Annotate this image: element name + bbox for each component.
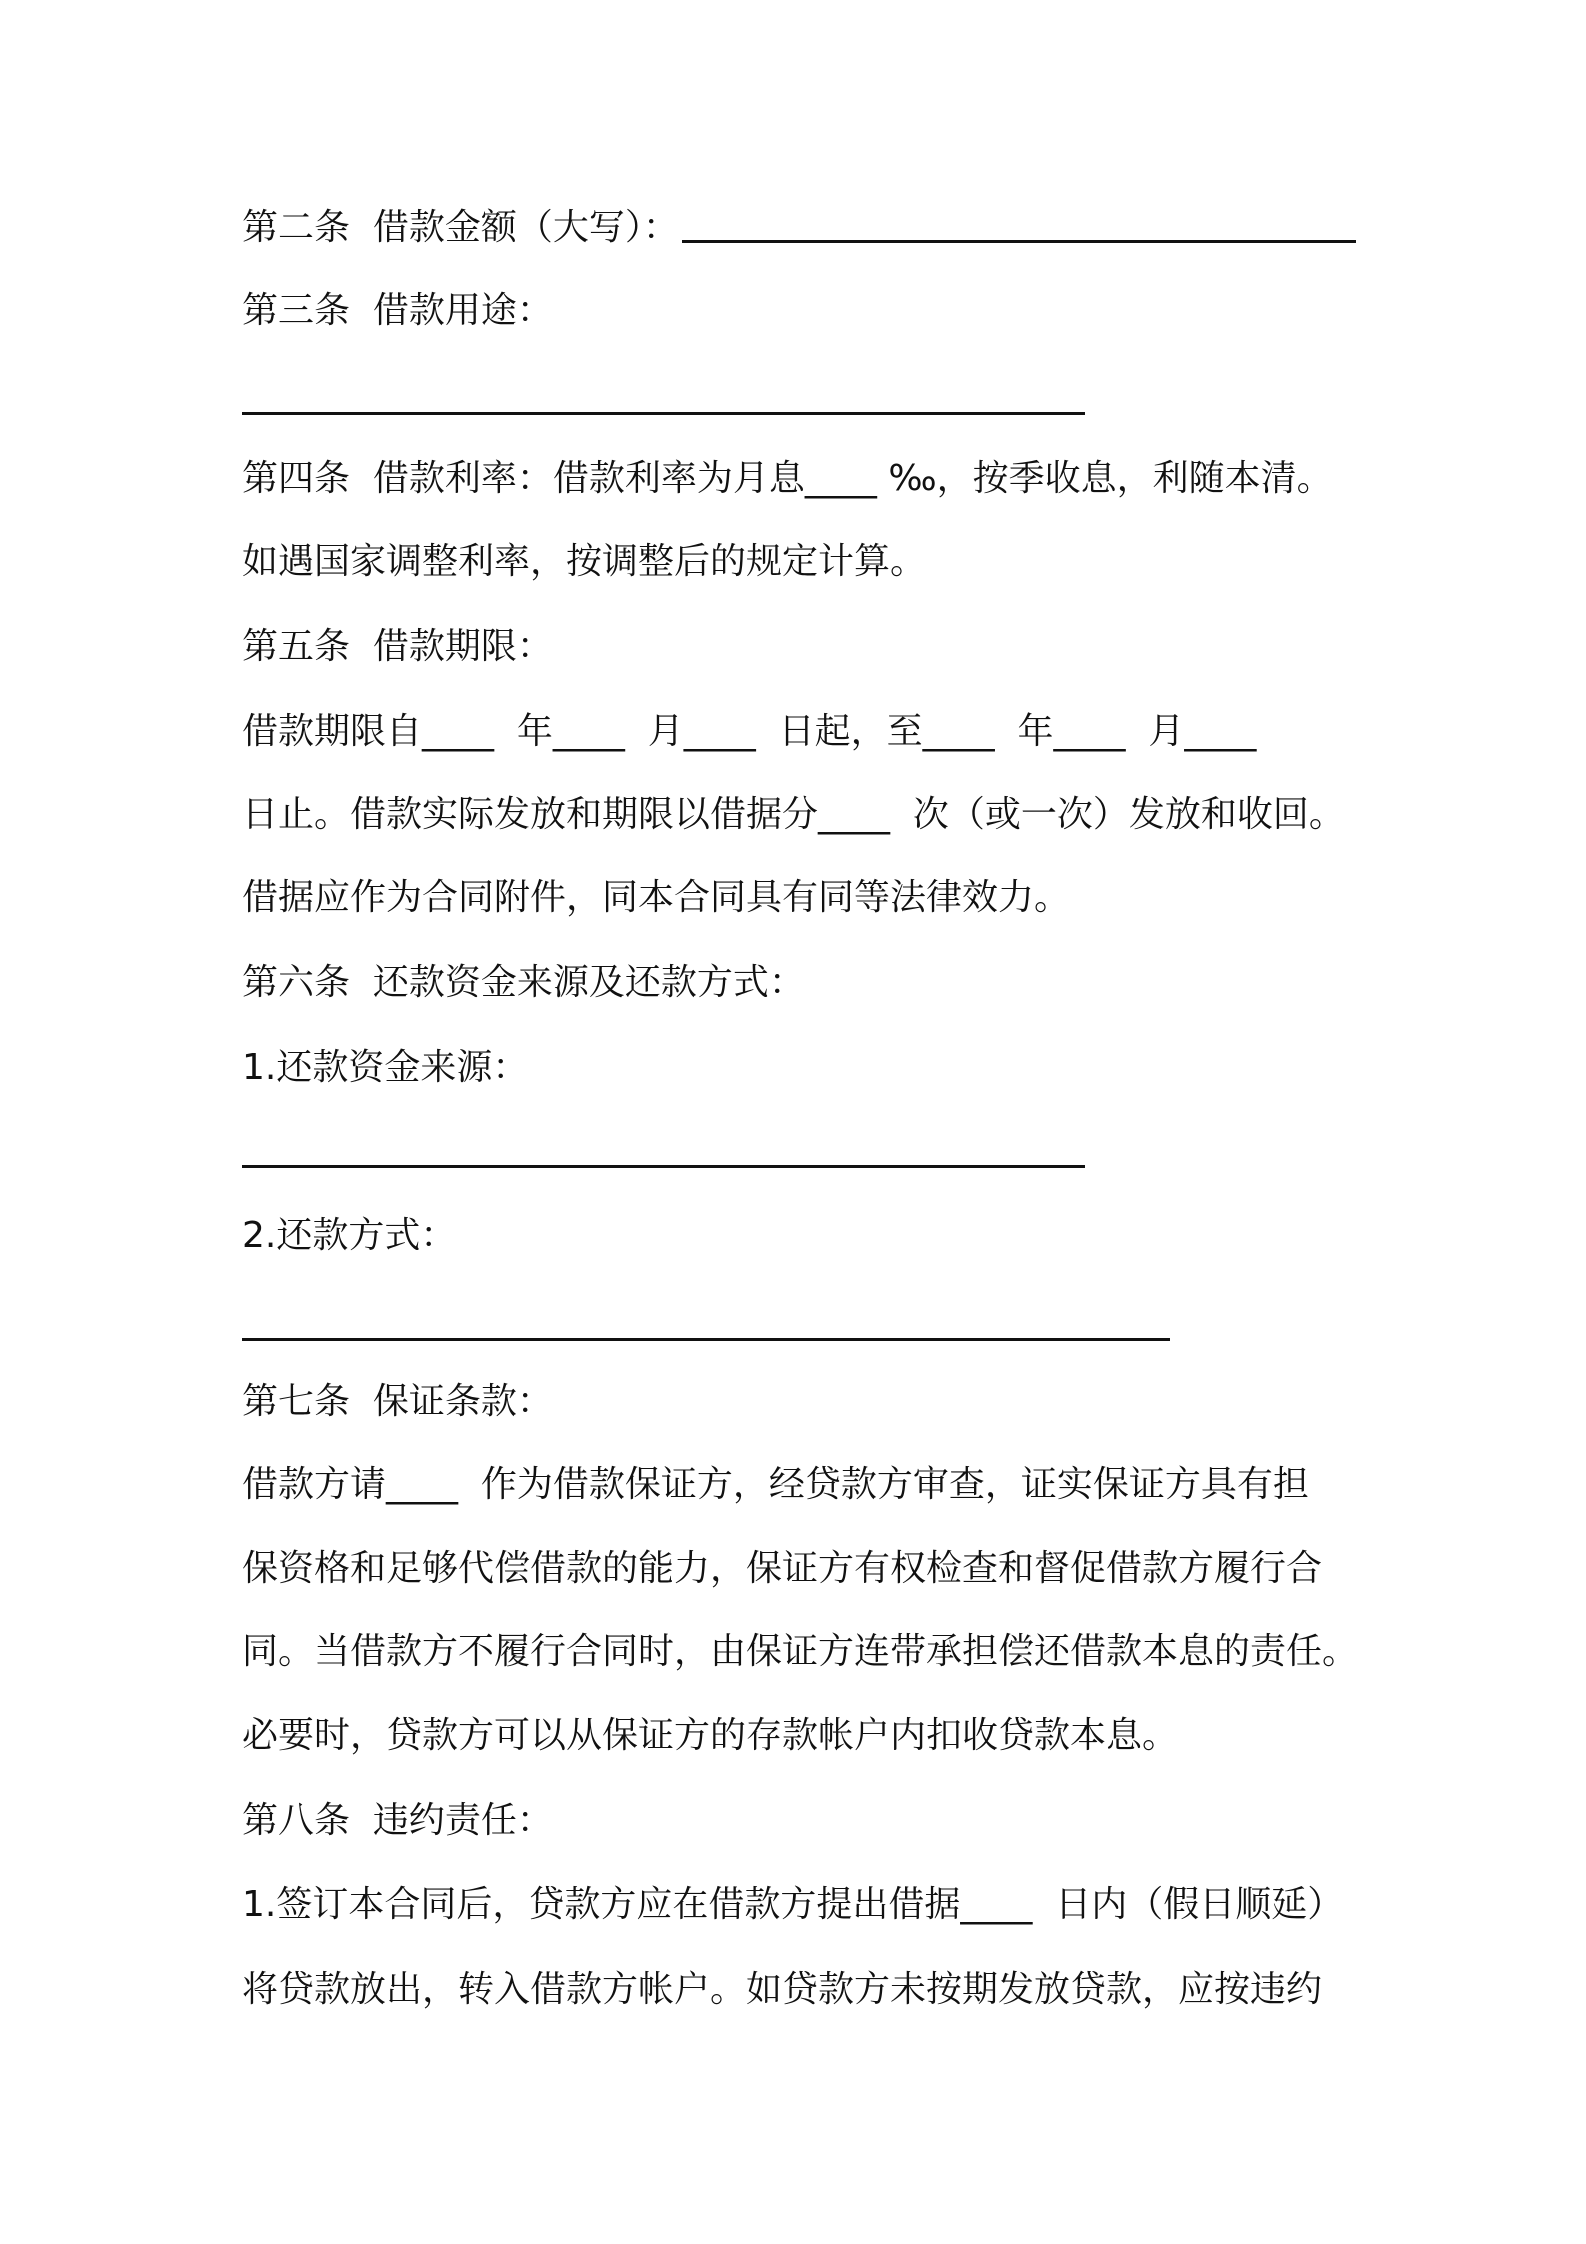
article-7-guarantee: 第七条 保证条款：	[242, 1381, 553, 1422]
article-4-interest: 第四条 借款利率：借款利率为月息____ ‰，按季收息，利随本清。	[242, 458, 1333, 499]
guarantee-text-4: 必要时，贷款方可以从保证方的存款帐户内扣收贷款本息。	[242, 1715, 1179, 1756]
article-5-disbursement: 日止。借款实际发放和期限以借据分____ 次（或一次）发放和收回。	[242, 794, 1345, 835]
article-5-receipt: 借据应作为合同附件，同本合同具有同等法律效力。	[242, 877, 1071, 918]
article-8-liability: 第八条 违约责任：	[242, 1800, 553, 1841]
guarantee-text-2: 保资格和足够代偿借款的能力，保证方有权检查和督促借款方履行合	[242, 1548, 1323, 1589]
article-2-amount: 第二条 借款金额（大写）：	[242, 207, 679, 248]
article-6-repayment: 第六条 还款资金来源及还款方式：	[242, 962, 805, 1003]
article-4-adjustment: 如遇国家调整利率，按调整后的规定计算。	[242, 541, 927, 582]
purpose-blank-line	[242, 412, 1085, 415]
repayment-source-label: 1.还款资金来源：	[242, 1047, 529, 1088]
repayment-source-blank-line	[242, 1165, 1085, 1168]
article-3-purpose: 第三条 借款用途：	[242, 290, 553, 331]
repayment-method-blank-line	[242, 1338, 1170, 1341]
liability-text-2: 将贷款放出，转入借款方帐户。如贷款方未按期发放贷款，应按违约	[242, 1969, 1323, 2010]
repayment-method-label: 2.还款方式：	[242, 1215, 457, 1256]
article-5-term: 第五条 借款期限：	[242, 626, 553, 667]
article-5-term-dates: 借款期限自____ 年____ 月____ 日起，至____ 年____ 月____	[242, 711, 1257, 752]
liability-text-1: 1.签订本合同后，贷款方应在借款方提出借据____ 日内（假日顺延）	[242, 1884, 1344, 1925]
amount-blank-line	[682, 240, 1356, 243]
guarantee-text-3: 同。当借款方不履行合同时，由保证方连带承担偿还借款本息的责任。	[242, 1631, 1359, 1672]
guarantee-text-1: 借款方请____ 作为借款保证方，经贷款方审查，证实保证方具有担	[242, 1464, 1309, 1505]
